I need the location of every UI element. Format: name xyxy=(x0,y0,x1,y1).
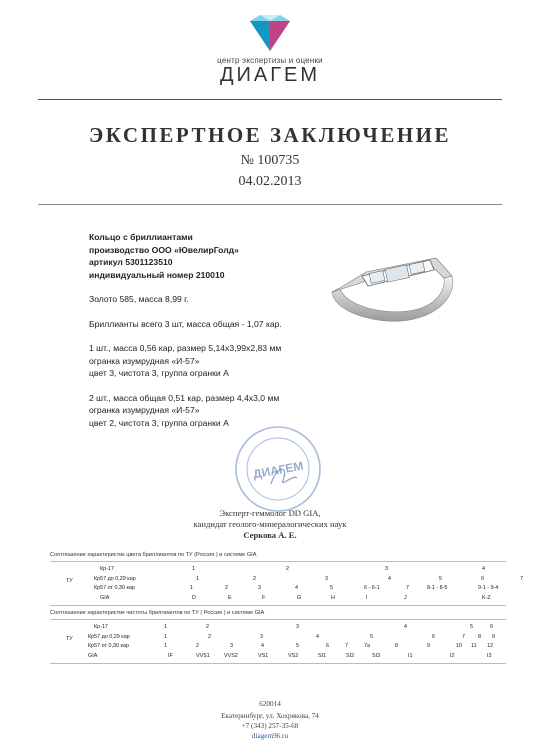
table-cell: VVS1 xyxy=(196,653,210,659)
table-row-label: GIA xyxy=(88,653,98,659)
table-cell: 2 xyxy=(253,576,256,582)
divider xyxy=(38,99,502,100)
table-cell: 8 xyxy=(395,643,398,649)
diamond-logo-icon xyxy=(246,13,294,55)
item-individual-number: индивидуальный номер 210010 xyxy=(89,269,225,280)
expert-title: Эксперт-геммолог DD GIA, xyxy=(219,508,321,518)
table-cell: 1 xyxy=(190,585,193,591)
item-description xyxy=(89,231,282,429)
table-divider xyxy=(50,605,506,606)
table-cell: 1 xyxy=(164,634,167,640)
table-cell: I1 xyxy=(408,653,413,659)
stamp-text: ДИАГЕМ xyxy=(252,458,305,482)
table-cell: SI1 xyxy=(318,653,327,659)
table-cell: 4 xyxy=(295,585,298,591)
table-divider xyxy=(50,561,506,562)
logo-subtitle: центр экспертизы и оценки xyxy=(217,56,323,65)
table-cell: 1 xyxy=(192,566,195,572)
table-cell: 4 xyxy=(404,624,407,630)
table-cell: 5 xyxy=(330,585,333,591)
stone2-grade: цвет 2, чистота 3, группа огранки А xyxy=(89,417,229,428)
table-row-label: GIA xyxy=(100,595,110,601)
table-cell: VVS2 xyxy=(224,653,238,659)
stone1-cut: огранка изумрудная «И-57» xyxy=(89,355,200,366)
table-cell: 3 xyxy=(258,585,261,591)
item-name: Кольцо с бриллиантами xyxy=(89,232,193,242)
table-cell: 7 xyxy=(520,576,523,582)
expert-name: Серкова А. Е. xyxy=(243,530,297,540)
stone2-cut: огранка изумрудная «И-57» xyxy=(89,405,200,415)
stone1-size: 1 шт., масса 0,56 кар, размер 5,14х3,99х2,83 мм xyxy=(89,343,282,353)
table-cell: 1 xyxy=(164,643,167,649)
item-diamonds: Бриллианты всего 3 шт, масса общая - 1,07 кар. xyxy=(89,318,282,329)
table-cell: 9 xyxy=(427,643,430,649)
table-cell: 8 xyxy=(478,634,481,640)
table-cell: 6 xyxy=(490,624,493,630)
expert-block xyxy=(0,508,540,541)
table-cell: 5 xyxy=(296,643,299,649)
table-cell: 1 xyxy=(164,624,167,630)
table-cell: G xyxy=(297,595,302,601)
table-cell: K-Z xyxy=(482,595,491,601)
table-label-tu: ТУ xyxy=(66,636,73,642)
table-cell: 11 xyxy=(471,643,477,649)
table-cell: I3 xyxy=(487,653,492,659)
footer-address: Екатеринбург, ул. Хохрякова, 74 xyxy=(221,712,319,720)
footer-site-link[interactable]: diagem96.ru xyxy=(251,732,289,740)
item-article: артикул 5301123510 xyxy=(89,257,173,267)
table-cell: 6 xyxy=(432,634,435,640)
table-cell: 5 xyxy=(370,634,373,640)
table-cell: D xyxy=(192,595,196,601)
table-cell: 12 xyxy=(487,643,493,649)
table-cell: 3 xyxy=(385,566,388,572)
expert-degree: кандидат геолого-минералогических наук xyxy=(193,519,347,529)
table-cell: 5 xyxy=(439,576,442,582)
table-cell: 4 xyxy=(388,576,391,582)
table-cell: 3 xyxy=(230,643,233,649)
table-cell: 2 xyxy=(206,624,209,630)
table-cell: J xyxy=(404,595,407,601)
table-cell: 3 xyxy=(260,634,263,640)
table-cell: VS1 xyxy=(258,653,269,659)
table-cell: 4 xyxy=(261,643,264,649)
table-cell: I2 xyxy=(450,653,455,659)
table-cell: 8-1 - 8-5 xyxy=(427,585,448,591)
table-cell: 6 xyxy=(481,576,484,582)
table-cell: 9 xyxy=(492,634,495,640)
table-cell: VS2 xyxy=(288,653,299,659)
table-row-label: Кр57 до 0,29 кар xyxy=(88,634,130,640)
table-cell: 7 xyxy=(406,585,409,591)
footer-phone: +7 (343) 257-35-68 xyxy=(241,722,299,730)
table-cell: SI3 xyxy=(372,653,381,659)
document-number: № 100735 xyxy=(240,153,300,168)
ring-photo xyxy=(326,246,460,330)
table-label-tu: ТУ xyxy=(66,578,73,584)
table-cell: SI2 xyxy=(346,653,355,659)
document-title: ЭКСПЕРТНОЕ ЗАКЛЮЧЕНИЕ xyxy=(88,123,452,147)
footer-zip: 620014 xyxy=(259,700,281,708)
table-cell: 1 xyxy=(196,576,199,582)
table-cell: 10 xyxy=(456,643,462,649)
table-row-label: Кр-17 xyxy=(94,624,108,630)
table-row-label: Кр57 до 0,29 кар xyxy=(94,576,136,582)
table-row-label: Кр-17 xyxy=(100,566,114,572)
table-cell: 4 xyxy=(316,634,319,640)
table-cell: 7а xyxy=(364,643,370,649)
table-cell: 9-1 - 9-4 xyxy=(478,585,499,591)
table-cell: H xyxy=(331,595,335,601)
table-cell: F xyxy=(262,595,266,601)
table-cell: I xyxy=(366,595,368,601)
table-row-label: Кр57 от 0,30 кар xyxy=(94,585,135,591)
table-cell: 3 xyxy=(296,624,299,630)
item-maker: производство ООО «ЮвелирГолд» xyxy=(89,244,239,255)
stamp-seal xyxy=(233,424,323,514)
divider xyxy=(38,204,502,205)
table-cell: IF xyxy=(168,653,173,659)
table-cell: 2 xyxy=(196,643,199,649)
table-cell: 5 xyxy=(470,624,473,630)
table-row-label: Кр57 от 0,30 кар xyxy=(88,643,129,649)
table-divider xyxy=(50,619,506,620)
table-cell: 3 xyxy=(325,576,328,582)
table-divider xyxy=(50,663,506,664)
table-cell: 2 xyxy=(286,566,289,572)
table-cell: 6 - 6-1 xyxy=(364,585,380,591)
document-date: 04.02.2013 xyxy=(238,174,302,189)
table-cell: 2 xyxy=(208,634,211,640)
clarity-table-caption: Соотношение характеристик чистоты бриллиантов по ТУ ( Россия ) и системе GIA xyxy=(50,610,265,616)
stone1-grade: цвет 3, чистота 3, группа огранки А xyxy=(89,368,229,378)
table-cell: 6 xyxy=(326,643,329,649)
item-metal: Золото 585, масса 8,99 г. xyxy=(89,294,189,304)
table-cell: 7 xyxy=(345,643,348,649)
table-cell: E xyxy=(228,595,232,601)
stone2-size: 2 шт., масса общая 0,51 кар, размер 4,4х3,0 мм xyxy=(89,392,280,403)
table-cell: 2 xyxy=(225,585,228,591)
logo-name: ДИАГЕМ xyxy=(219,64,321,86)
table-cell: 4 xyxy=(482,566,485,572)
color-table-caption: Соотношение характеристик цвета бриллиантов по ТУ (Россия ) и системе GIA xyxy=(50,552,257,558)
table-cell: 7 xyxy=(462,634,465,640)
